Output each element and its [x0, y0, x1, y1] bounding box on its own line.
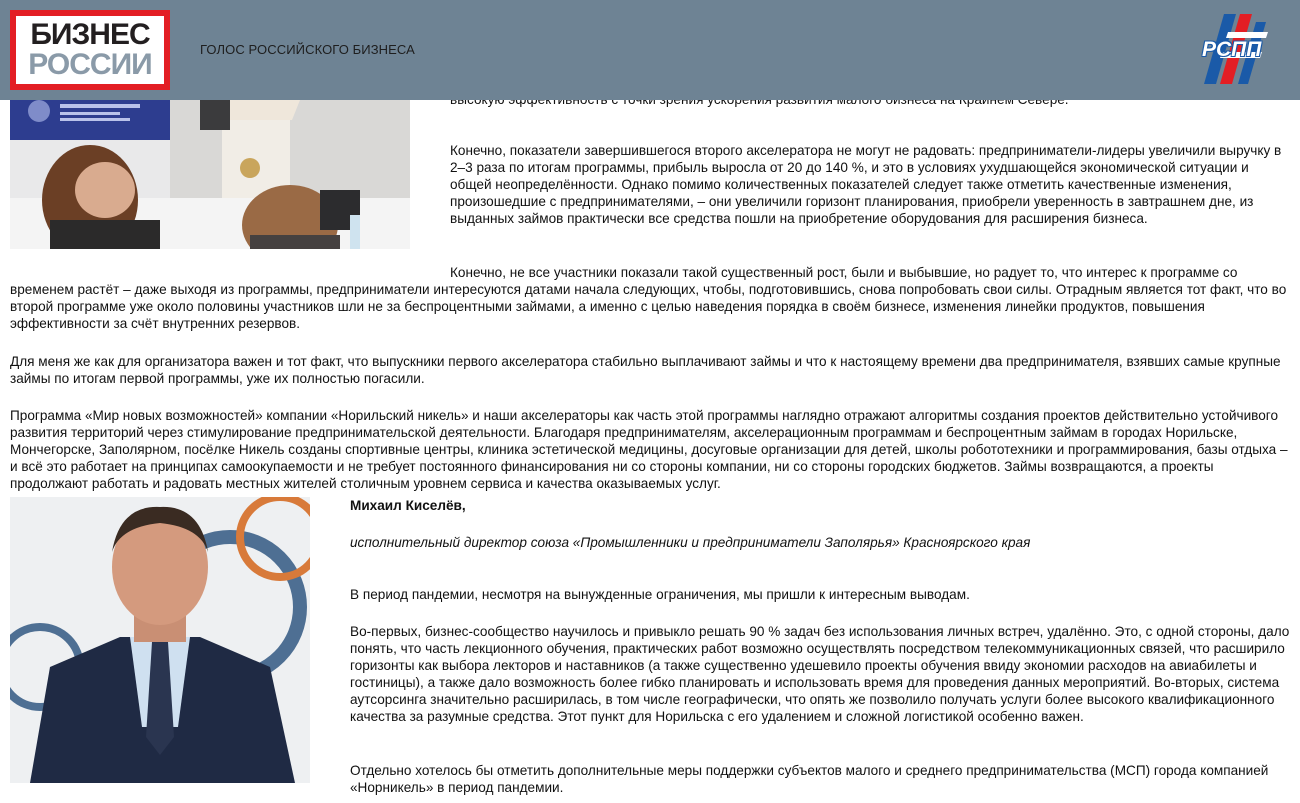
conference-photo [10, 80, 410, 249]
speaker-role: исполнительный директор союза «Промышленники и предприниматели Заполярья» Красноярского края [350, 535, 1031, 550]
article-paragraph-6: Во-первых, бизнес-сообщество научилось и привыкло решать 90 % задач без использования личных встреч, удалённо. Это, с одной стороны, дало понять, что часть лекционного обучения, практических работ возможно осуществлять посредством телекоммуникационных связей, что расширило горизонты как выбора лекторов и наставников (а также существенно удешевило проекты обучения ввиду экономии расходов на авиабилеты и гостиницы), а также дало возможность более гибко планировать и использовать время для проведения данных мероприятий. Во-вторых, система аутсорсинга значительно расширилась, в том числе географически, что опять же позволило получать услуги более высокого квалификационного качества за разумные средства. Этот пункт для Норильска с его удалением и сложной логистикой особенно важен. [350, 623, 1290, 724]
rspp-logo[interactable] [1198, 8, 1278, 90]
site-tagline: ГОЛОС РОССИЙСКОГО БИЗНЕСА [200, 42, 415, 57]
logo-line-1: БИЗНЕС [30, 18, 150, 51]
rspp-logo-text: РСПП [1202, 38, 1262, 61]
article-paragraph-7: Отдельно хотелось бы отметить дополнительные меры поддержки субъектов малого и среднего предпринимательства (МСП) города компанией «Норникель» в период пандемии. [350, 762, 1269, 795]
logo-inner [16, 16, 164, 84]
site-header [0, 0, 1300, 100]
article-paragraph-3: Для меня же как для организатора важен и тот факт, что выпускники первого акселератора стабильно выплачивают займы и что к настоящему времени два предпринимателя, взявших самые крупные займы по итогам первой программы, уже их полностью погасили. [10, 353, 1281, 386]
speaker-portrait [10, 497, 310, 783]
site-logo[interactable] [10, 10, 170, 90]
article-paragraph-4: Программа «Мир новых возможностей» компании «Норильский никель» и наши акселераторы как часть этой программы наглядно отражают алгоритмы создания проектов действительно устойчивого развития территорий через стимулирование предпринимательской деятельности. Благодаря предпринимателям, акселерационным программам и беспроцентным займам в городах Норильске, Мончегорске, Заполярном, посёлке Никель созданы спортивные центры, клиника эстетической медицины, досуговые организации для детей, школы робототехники и программирования, базы отдыха – и всё это работает на принципах самоокупаемости и не требует постоянного финансирования ни со стороны компании, ни со стороны городских бюджетов. Займы возвращаются, а проекты продолжают работать и радовать местных жителей столичным уровнем сервиса и качества оказываемых услуг. [10, 407, 1288, 491]
article-paragraph-1: Конечно, показатели завершившегося второго акселератора не могут не радовать: предприниматели-лидеры увеличили выручку в 2–3 раза по итогам программы, прибыль выросла от 20 до 140 %, и это в условиях ухудшающейся экономической ситуации и общей неопределённости. Однако помимо количественных показателей следует также отметить качественные изменения, произошедшие с предпринимателями, – они увеличили горизонт планирования, приобрели уверенность в завтрашнем дне, из выданных займов практически все средства пошли на приобретение оборудования для расширения бизнеса. [450, 142, 1282, 226]
article-paragraph-2: Конечно, не все участники показали такой существенный рост, были и выбывшие, но радует то, что интерес к программе со временем растёт – даже выходя из программы, предприниматели интересуются датами начала следующих, чтобы, подготовившись, снова попробовать свои силы. Отрадным является тот факт, что во второй программе уже около половины участников шли не за беспроцентными займами, а именно с целью наведения порядка в своём бизнесе, изменения линейки продуктов, повышения эффективности за счёт внутренних резервов. [10, 264, 1287, 331]
article-paragraph-5: В период пандемии, несмотря на вынужденные ограничения, мы пришли к интересным выводам. [350, 586, 970, 602]
speaker-name: Михаил Киселёв, [350, 498, 466, 513]
logo-line-2: РОССИИ [28, 48, 152, 81]
